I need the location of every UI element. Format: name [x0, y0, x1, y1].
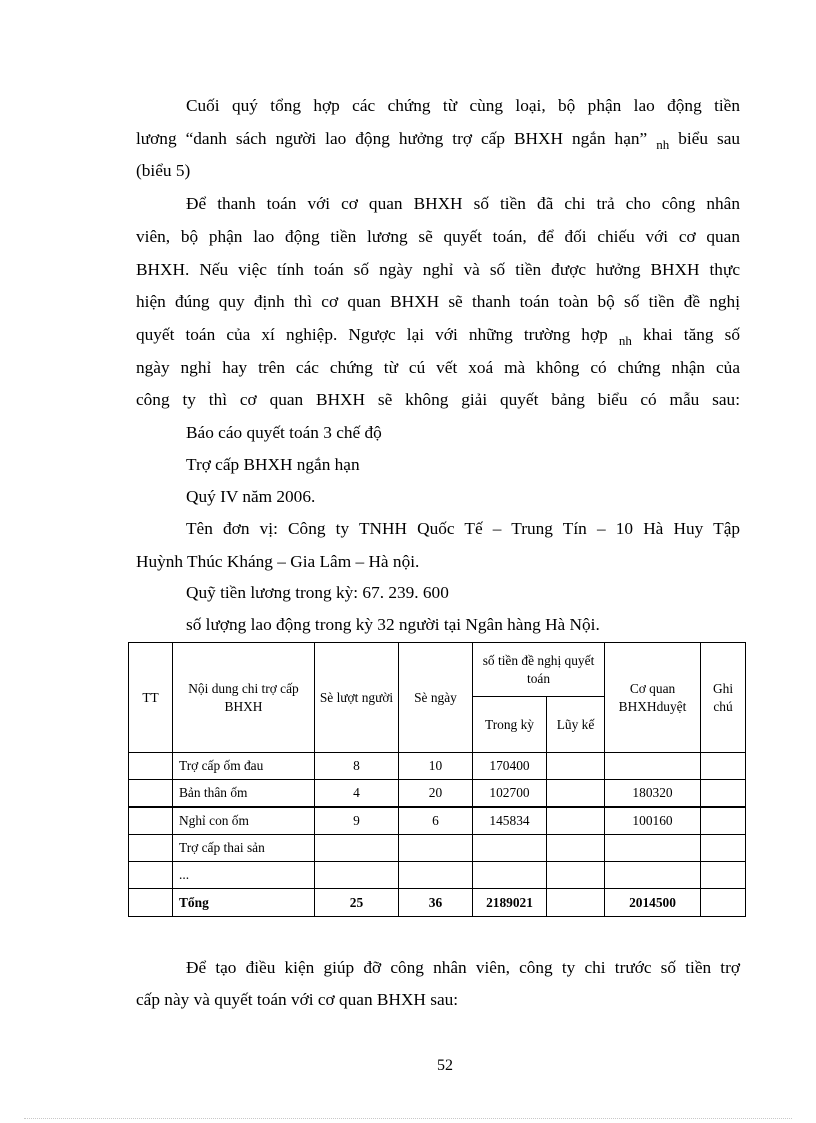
cell-in-period: 102700: [473, 780, 547, 808]
cell-content: Bản thân ốm: [173, 780, 315, 808]
report-title: Báo cáo quyết toán 3 chế độ: [186, 423, 382, 442]
cell-in-period: [473, 862, 547, 889]
cell-in-period: 170400: [473, 753, 547, 780]
report-subtitle: Trợ cấp BHXH ngắn hạn: [186, 455, 360, 474]
paragraph-text: biểu sau: [678, 129, 741, 148]
cell-turns: 9: [315, 807, 399, 835]
cell-tt: [129, 862, 173, 889]
cell-cumulative: [547, 780, 605, 808]
cell-tt: [129, 835, 173, 862]
cell-tt: [129, 780, 173, 808]
paragraph-line: [136, 128, 740, 151]
cell-cumulative: [547, 889, 605, 917]
cell-in-period: 145834: [473, 807, 547, 835]
cell-content: Nghỉ con ốm: [173, 807, 315, 835]
paragraph-text: khai tăng số: [642, 325, 741, 344]
paragraph-line: Để thanh toán với cơ quan BHXH số tiền đã chi trả cho công nhân: [186, 194, 740, 213]
cell-days: [399, 835, 473, 862]
cell-cumulative: [547, 862, 605, 889]
header-approved: Cơ quan BHXHduyệt: [605, 643, 701, 753]
paragraph-line: BHXH. Nếu việc tính toán số ngày nghỉ và số tiền được hưởng BHXH thực: [136, 260, 740, 279]
cell-approved: 180320: [605, 780, 701, 808]
paragraph-text: lương “danh sách người lao động hưởng trợ cấp BHXH ngắn hạn”: [136, 129, 648, 148]
cell-cumulative: [547, 807, 605, 835]
paragraph-line: [136, 324, 740, 347]
footer-divider: [24, 1118, 792, 1119]
paragraph-line: Cuối quý tổng hợp các chứng từ cùng loại, bộ phận lao động tiền: [186, 96, 740, 115]
cell-turns: 25: [315, 889, 399, 917]
cell-in-period: 2189021: [473, 889, 547, 917]
unit-name: Tên đơn vị: Công ty TNHH Quốc Tế – Trung Tín – 10 Hà Huy Tập: [186, 519, 740, 538]
cell-note: [701, 753, 746, 780]
report-period: Quý IV năm 2006.: [186, 487, 316, 506]
cell-content: ...: [173, 862, 315, 889]
table-row: [129, 780, 746, 808]
cell-content: Trợ cấp ốm đau: [173, 753, 315, 780]
subscript-text: nh: [618, 333, 632, 348]
cell-days: 36: [399, 889, 473, 917]
table-total-row: [129, 889, 746, 917]
paragraph-line: cấp này và quyết toán với cơ quan BHXH sau:: [136, 990, 459, 1009]
cell-tt: [129, 807, 173, 835]
paragraph-line: viên, bộ phận lao động tiền lương sẽ quyết toán, để đối chiếu với cơ quan: [136, 227, 740, 246]
cell-tt: [129, 889, 173, 917]
paragraph-line: (biểu 5): [136, 161, 191, 180]
cell-note: [701, 862, 746, 889]
cell-cumulative: [547, 835, 605, 862]
cell-turns: [315, 862, 399, 889]
header-in-period: Trong kỳ: [473, 697, 547, 753]
header-days: Sè ngày: [399, 643, 473, 753]
header-note: Ghi chú: [701, 643, 746, 753]
cell-days: 10: [399, 753, 473, 780]
paragraph-line: Để tạo điều kiện giúp đỡ công nhân viên, công ty chi trước số tiền trợ: [186, 958, 740, 977]
cell-in-period: [473, 835, 547, 862]
paragraph-line: ngày nghỉ hay trên các chứng từ cú vết xoá mà không có chứng nhận của: [136, 358, 740, 377]
table-row: [129, 862, 746, 889]
table-row: [129, 835, 746, 862]
paragraph-line: hiện đúng quy định thì cơ quan BHXH sẽ thanh toán toàn bộ số tiền đề nghị: [136, 292, 740, 311]
paragraph-text: quyết toán của xí nghiệp. Ngược lại với những trường hợp: [136, 325, 608, 344]
header-amount: số tiền đề nghị quyết toán: [473, 643, 605, 697]
labor-count: số lượng lao động trong kỳ 32 người tại Ngân hàng Hà Nội.: [186, 615, 600, 634]
cell-approved: [605, 753, 701, 780]
page-number: 52: [437, 1057, 453, 1074]
cell-note: [701, 835, 746, 862]
settlement-table: [128, 642, 746, 917]
header-content: Nội dung chi trợ cấp BHXH: [173, 643, 315, 753]
cell-note: [701, 889, 746, 917]
cell-approved: 100160: [605, 807, 701, 835]
cell-content: Tổng: [173, 889, 315, 917]
table-row: [129, 807, 746, 835]
header-turns: Sè lượt người: [315, 643, 399, 753]
table-row: [129, 753, 746, 780]
cell-content: Trợ cấp thai sản: [173, 835, 315, 862]
cell-approved: 2014500: [605, 889, 701, 917]
cell-turns: [315, 835, 399, 862]
cell-note: [701, 780, 746, 808]
cell-approved: [605, 862, 701, 889]
unit-address: Huỳnh Thúc Kháng – Gia Lâm – Hà nội.: [136, 552, 420, 571]
salary-fund: Quỹ tiền lương trong kỳ: 67. 239. 600: [186, 583, 449, 602]
header-tt: TT: [129, 643, 173, 753]
cell-days: 6: [399, 807, 473, 835]
cell-tt: [129, 753, 173, 780]
cell-turns: 4: [315, 780, 399, 808]
subscript-text: nh: [656, 137, 670, 152]
cell-cumulative: [547, 753, 605, 780]
cell-turns: 8: [315, 753, 399, 780]
header-cumulative: Lũy kế: [547, 697, 605, 753]
cell-note: [701, 807, 746, 835]
cell-approved: [605, 835, 701, 862]
cell-days: 20: [399, 780, 473, 808]
paragraph-line: công ty thì cơ quan BHXH sẽ không giải quyết bảng biểu có mẫu sau:: [136, 390, 740, 409]
cell-days: [399, 862, 473, 889]
